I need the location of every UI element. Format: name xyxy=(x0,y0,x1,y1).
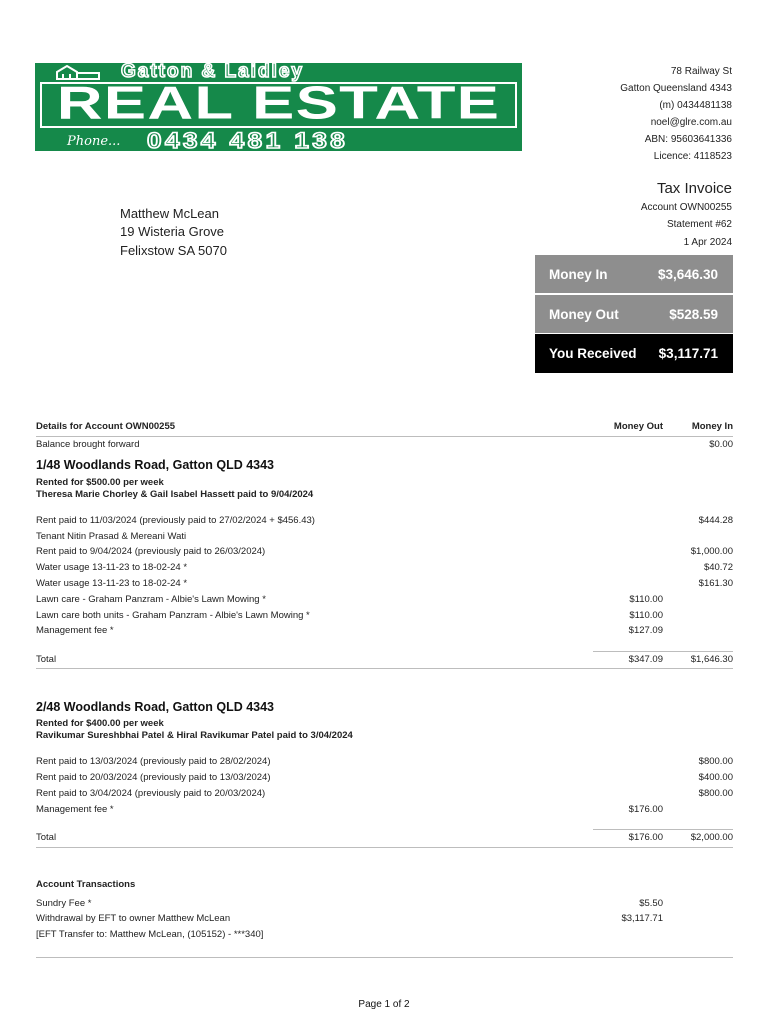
agency-street: 78 Railway St xyxy=(670,66,732,77)
row-money-out: $5.50 xyxy=(639,898,663,909)
recipient-street: 19 Wisteria Grove xyxy=(120,224,225,240)
money-in-value: $3,646.30 xyxy=(657,266,718,282)
property-1-tenants: Theresa Marie Chorley & Gail Isabel Hassett paid to 9/04/2024 xyxy=(36,489,314,500)
row-money-out: $127.09 xyxy=(628,625,663,636)
row-label: Withdrawal by EFT to owner Matthew McLean xyxy=(36,913,231,924)
row-label: Lawn care - Graham Panzram - Albie's Lawn Mowing * xyxy=(36,594,266,605)
table-row xyxy=(36,912,733,926)
balance-row xyxy=(36,438,733,452)
table-row xyxy=(36,609,733,623)
row-label: Sundry Fee * xyxy=(36,898,92,909)
company-logo xyxy=(35,63,522,151)
agency-licence: Licence: 4118523 xyxy=(653,150,732,162)
row-money-in: $40.72 xyxy=(703,562,733,573)
recipient-address xyxy=(120,205,227,260)
row-money-in: $400.00 xyxy=(698,772,733,783)
transactions-title: Account Transactions xyxy=(36,879,136,890)
property-1-rent: Rented for $500.00 per week xyxy=(36,477,164,488)
table-row xyxy=(36,897,733,911)
balance-money-in: $0.00 xyxy=(709,439,733,450)
header-divider xyxy=(36,436,733,437)
total-money-in: $1,646.30 xyxy=(690,654,733,665)
details-header-label: Details for Account OWN00255 xyxy=(36,421,176,432)
agency-abn: ABN: 95603641336 xyxy=(644,133,732,145)
total-money-in: $2,000.00 xyxy=(690,832,733,843)
row-label: [EFT Transfer to: Matthew McLean, (105152) - ***340] xyxy=(36,929,264,940)
row-label: Management fee * xyxy=(36,625,114,636)
row-money-in: $800.00 xyxy=(698,788,733,799)
balance-label: Balance brought forward xyxy=(36,439,140,450)
money-in-box xyxy=(535,255,733,293)
row-label: Rent paid to 3/04/2024 (previously paid to 20/03/2024) xyxy=(36,788,266,799)
section-divider xyxy=(36,957,733,958)
table-row xyxy=(36,928,733,942)
row-money-in: $161.30 xyxy=(698,578,733,589)
section-divider xyxy=(36,668,733,669)
property-1-title: 1/48 Woodlands Road, Gatton QLD 4343 xyxy=(36,458,275,472)
you-received-value: $3,117.71 xyxy=(658,346,718,361)
table-row xyxy=(36,803,733,817)
document-title: Tax Invoice xyxy=(656,180,732,197)
logo-main-band xyxy=(40,77,517,130)
property-2-rent: Rented for $400.00 per week xyxy=(36,718,164,729)
statement-number: Statement #62 xyxy=(666,219,732,231)
total-row xyxy=(36,653,733,667)
row-label: Water usage 13-11-23 to 18-02-24 * xyxy=(36,562,188,573)
table-row xyxy=(36,561,733,575)
total-divider xyxy=(593,651,733,652)
row-money-in: $1,000.00 xyxy=(690,546,733,557)
row-money-out: $110.00 xyxy=(629,594,663,605)
money-out-box xyxy=(535,295,733,333)
recipient-name: Matthew McLean xyxy=(120,206,219,221)
money-out-label: Money Out xyxy=(549,306,619,322)
row-label: Rent paid to 9/04/2024 (previously paid to 26/03/2024) xyxy=(36,546,266,557)
total-money-out: $347.09 xyxy=(628,654,663,665)
row-money-out: $110.00 xyxy=(629,610,663,621)
money-out-value: $528.59 xyxy=(669,306,718,322)
row-label: Water usage 13-11-23 to 18-02-24 * xyxy=(36,578,188,589)
total-label: Total xyxy=(36,654,57,665)
total-money-out: $176.00 xyxy=(628,832,663,843)
property-2-tenants: Ravikumar Sureshbhai Patel & Hiral Ravikumar Patel paid to 3/04/2024 xyxy=(36,730,353,741)
row-label: Lawn care both units - Graham Panzram - Albie's Lawn Mowing * xyxy=(36,610,310,621)
logo-tagline: Gatton & Laidley xyxy=(121,63,304,82)
table-row xyxy=(36,545,733,559)
table-row xyxy=(36,577,733,591)
statement-date: 1 Apr 2024 xyxy=(683,236,732,248)
details-header xyxy=(36,420,733,434)
table-row xyxy=(36,530,733,544)
table-row xyxy=(36,787,733,801)
total-label: Total xyxy=(36,832,57,843)
total-row xyxy=(36,831,733,845)
logo-main-text: REAL ESTATE xyxy=(56,77,501,130)
invoice-meta xyxy=(512,199,732,251)
agency-mobile: (m) 0434481138 xyxy=(659,99,732,111)
logo-phone-number: 0434 481 138 xyxy=(147,128,349,151)
section-divider xyxy=(36,847,733,848)
money-in-label: Money In xyxy=(549,266,608,282)
row-money-in: $800.00 xyxy=(698,756,733,767)
agency-email: noel@glre.com.au xyxy=(650,116,732,128)
row-label: Tenant Nitin Prasad & Mereani Wati xyxy=(36,531,187,542)
recipient-city: Felixstow SA 5070 xyxy=(120,242,227,258)
table-row xyxy=(36,593,733,607)
logo-phone-label: Phone... xyxy=(67,134,121,149)
transactions-title-row xyxy=(36,878,733,892)
total-divider xyxy=(593,829,733,830)
row-money-out: $3,117.71 xyxy=(621,913,663,924)
table-row xyxy=(36,755,733,769)
row-money-in: $444.28 xyxy=(698,515,733,526)
table-row xyxy=(36,624,733,638)
agency-city: Gatton Queensland 4343 xyxy=(620,82,732,94)
table-row xyxy=(36,771,733,785)
agency-address xyxy=(492,64,732,165)
page-number: Page 1 of 2 xyxy=(358,999,410,1010)
row-label: Rent paid to 11/03/2024 (previously paid to 27/02/2024 + $456.43) xyxy=(36,515,315,526)
table-row xyxy=(36,514,733,528)
row-label: Rent paid to 20/03/2024 (previously paid to 13/03/2024) xyxy=(36,772,271,783)
account-number: Account OWN00255 xyxy=(640,202,732,213)
column-money-in: Money In xyxy=(691,421,733,432)
you-received-box xyxy=(535,334,733,373)
property-2-title: 2/48 Woodlands Road, Gatton QLD 4343 xyxy=(36,700,275,714)
row-label: Management fee * xyxy=(36,804,114,815)
row-label: Rent paid to 13/03/2024 (previously paid to 28/02/2024) xyxy=(36,756,271,767)
you-received-label: You Received xyxy=(549,346,637,361)
column-money-out: Money Out xyxy=(613,421,663,432)
row-money-out: $176.00 xyxy=(628,804,663,815)
